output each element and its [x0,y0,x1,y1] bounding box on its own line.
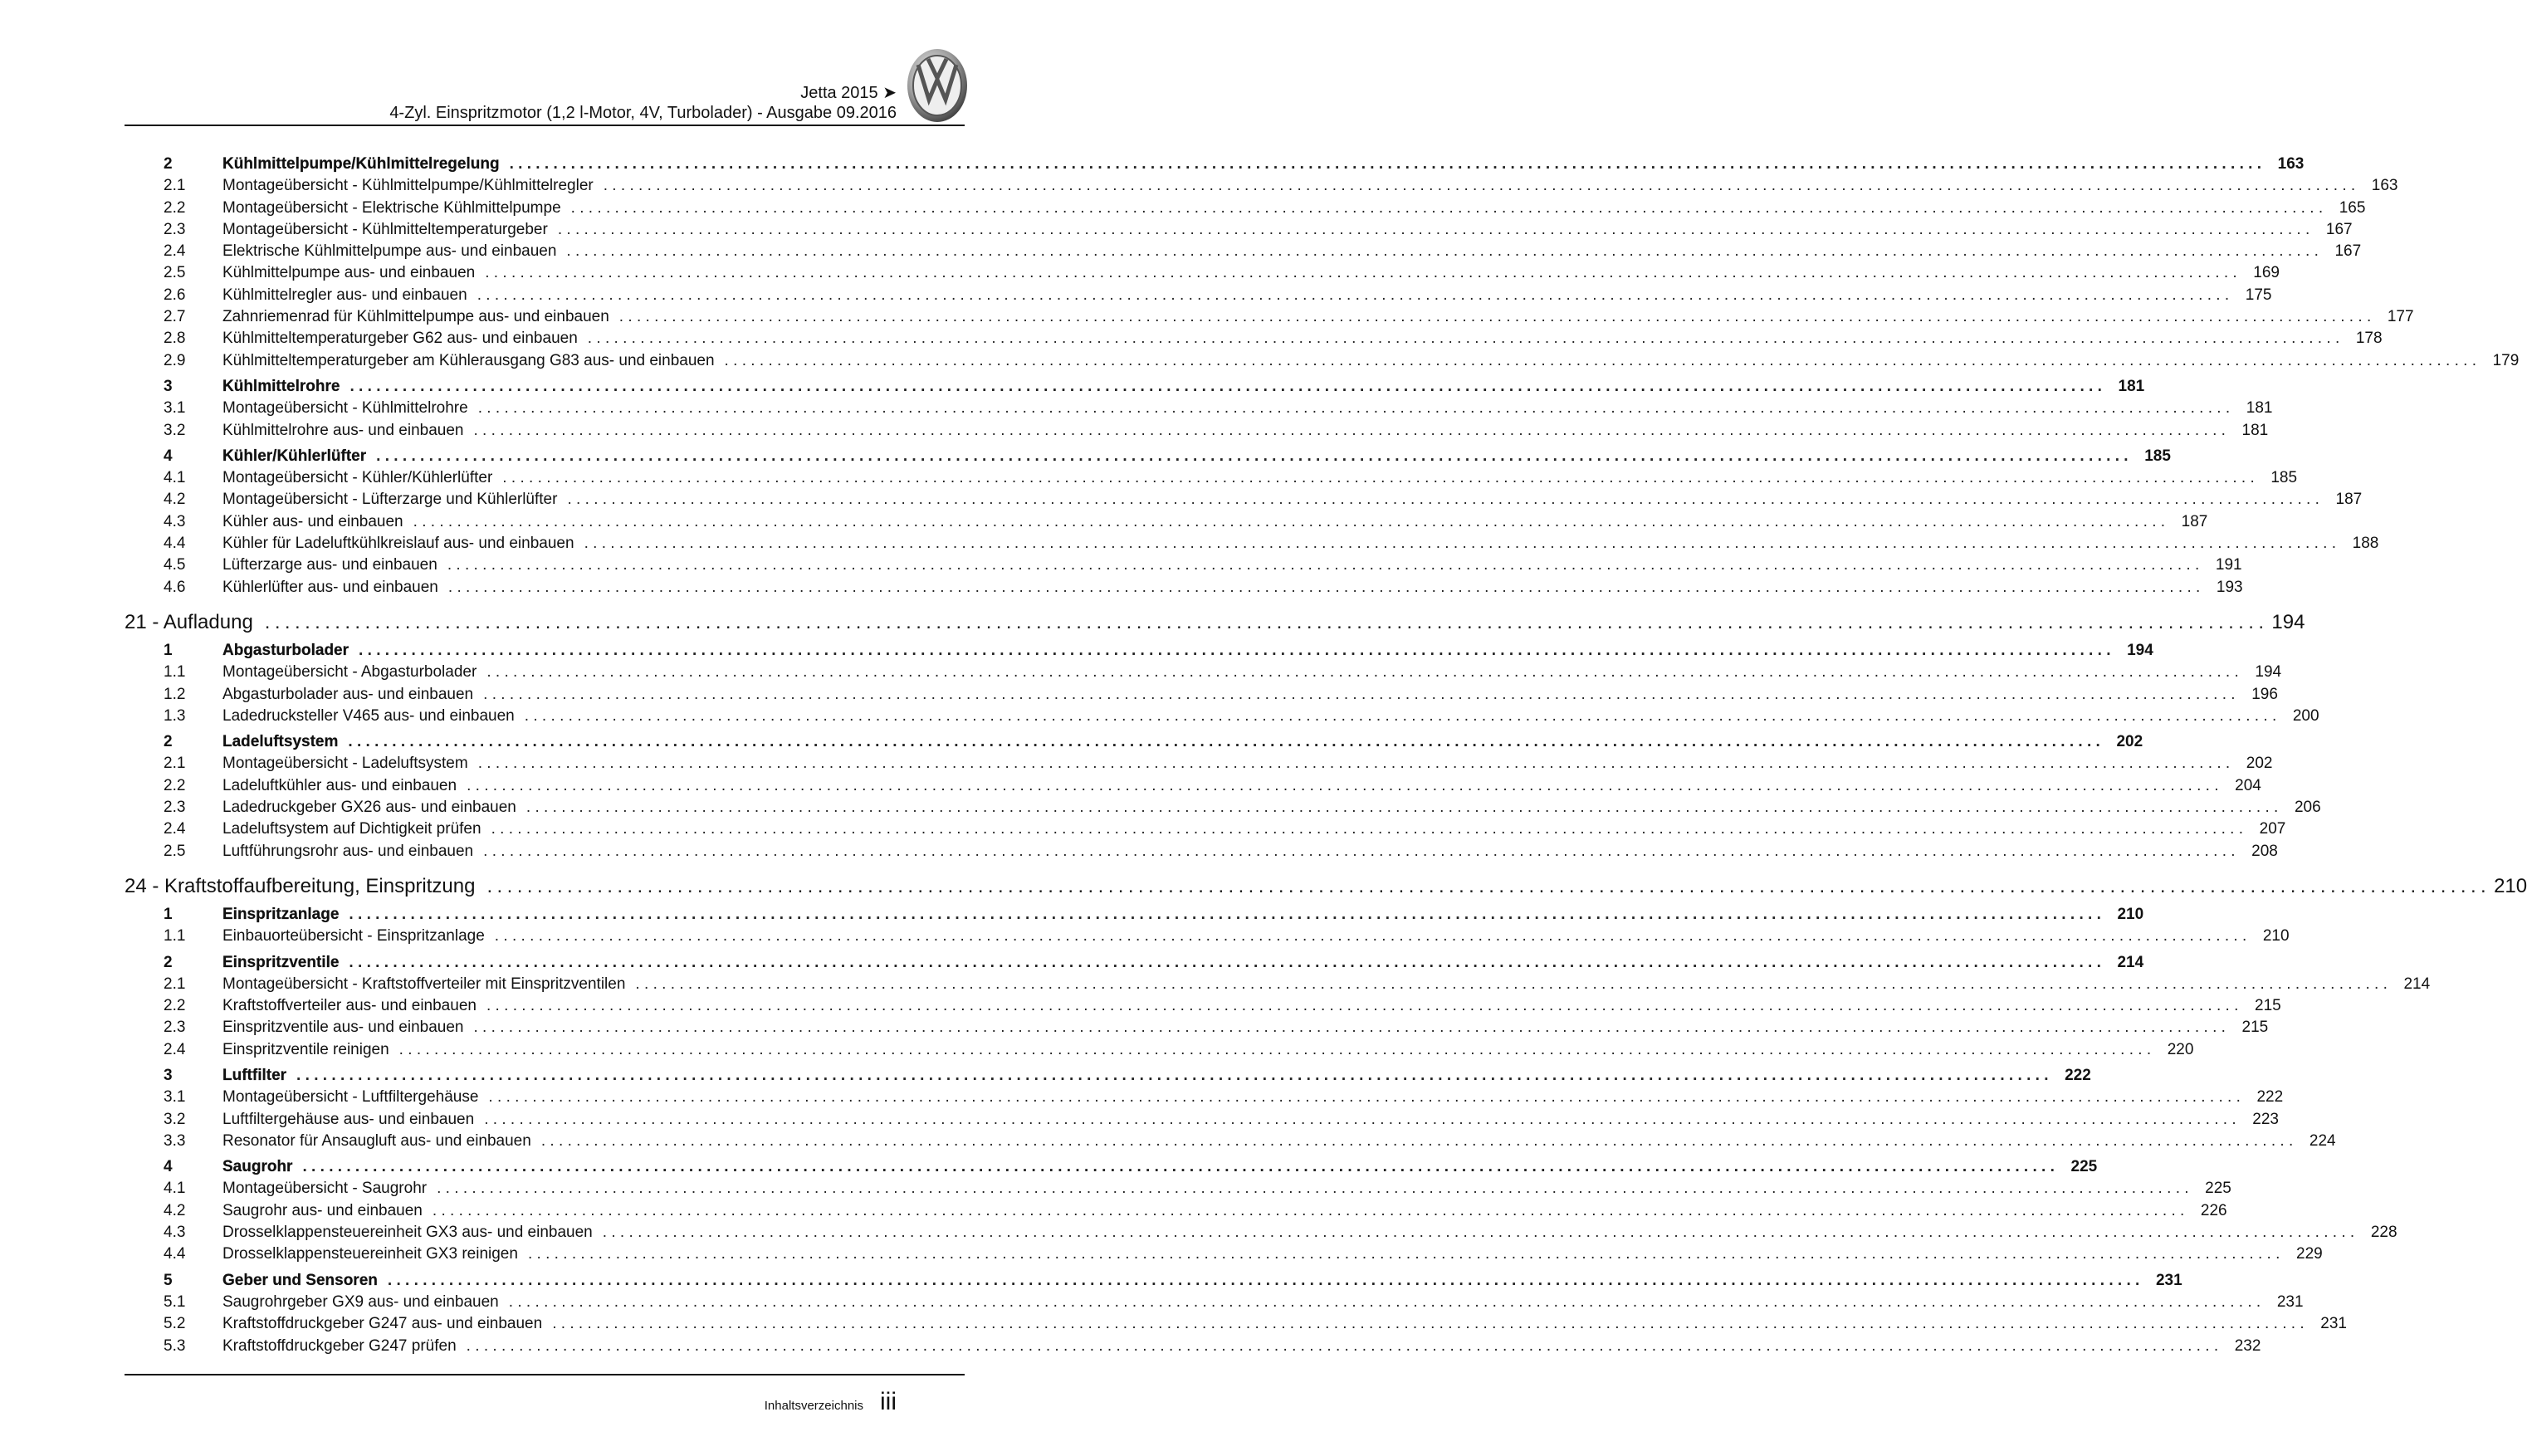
toc-number: 3.2 [164,1110,186,1128]
dot-leader: ........................................................................................................................................................................................................ [359,641,2115,659]
dot-leader: ........................................................................................................................................................................................................ [540,1131,2298,1150]
toc-page: 179 [2492,351,2520,369]
dot-leader: ........................................................................................................................................................................................................ [483,685,2240,703]
toc-title: Montageübersicht - Kühlmittelrohre [222,399,468,418]
toc-page: 231 [2155,1271,2182,1289]
dot-leader: ........................................................................................................................................................................................................ [552,1315,2309,1333]
toc-number: 5.3 [164,1336,186,1355]
toc-item[interactable] [125,1336,2261,1359]
toc-title: Einspritzventile [222,953,340,971]
footer-divider [125,1374,965,1375]
toc-number: 4 [164,1158,173,1176]
toc-item[interactable] [125,755,2273,776]
dot-leader: ........................................................................................................................................................................................................ [349,953,2106,971]
dot-leader: ........................................................................................................................................................................................................ [557,220,2314,238]
dot-leader: ........................................................................................................................................................................................................ [484,1110,2241,1128]
toc-item[interactable] [125,421,2269,443]
toc-item[interactable] [125,242,2362,264]
dot-leader: ........................................................................................................................................................................................................ [473,421,2231,439]
toc-section[interactable] [125,1158,2098,1180]
dot-leader: ........................................................................................................................................................................................................ [477,755,2235,773]
toc-item[interactable] [125,1040,2194,1063]
toc-number: 4.3 [164,1224,186,1242]
toc-title: Drosselklappensteuereinheit GX3 aus- und einbauen [222,1224,593,1242]
toc-number: 3.1 [164,1088,186,1107]
dot-leader: ........................................................................................................................................................................................................ [566,242,2324,261]
toc-number: 2.5 [164,842,186,860]
toc-item[interactable] [125,264,2280,286]
toc-title: Kühlmittelpumpe/Kühlmittelregelung [222,155,500,173]
toc-number: 2.2 [164,997,186,1015]
dot-leader: ........................................................................................................................................................................................................ [508,1292,2266,1311]
dot-leader: ........................................................................................................................................................................................................ [525,799,2283,817]
toc-page: 214 [2117,953,2144,971]
toc-page: 210 [2262,927,2290,945]
toc-number: 2.5 [164,264,186,282]
toc-number: 4.2 [164,1201,186,1219]
toc-title: Montageübersicht - Kühler/Kühlerlüfter [222,469,493,487]
toc-page: 214 [2403,975,2431,993]
toc-title: Kraftstoffverteiler aus- und einbauen [222,997,477,1015]
toc-page: 202 [2116,733,2143,751]
toc-page: 223 [2252,1110,2279,1128]
toc-number: 2.8 [164,330,186,348]
toc-item[interactable] [125,535,2379,556]
toc-number: 2.1 [164,755,186,773]
toc-page: 181 [2118,377,2145,395]
toc-section[interactable] [125,953,2144,975]
toc-title: Zahnriemenrad für Kühlmittelpumpe aus- und einbauen [222,308,609,326]
toc-number: 2.2 [164,198,186,217]
dot-leader: ........................................................................................................................................................................................................ [509,155,2266,173]
toc-number: 4.4 [164,1245,186,1263]
toc-page: 232 [2234,1336,2261,1355]
toc-page: 185 [2144,447,2171,465]
toc-item[interactable] [125,997,2281,1019]
toc-number: 3.3 [164,1131,186,1150]
toc-item[interactable] [125,512,2208,535]
toc-item[interactable] [125,1315,2347,1336]
footer-label: Inhaltsverzeichnis [764,1399,863,1413]
toc-title: Resonator für Ansaugluft aus- und einbauen [222,1131,531,1150]
toc-title: Kühler für Ladeluftkühlkreislauf aus- und einbauen [222,535,574,553]
toc-title: Kraftstoffdruckgeber G247 aus- und einbauen [222,1315,543,1333]
toc-section[interactable] [125,641,2153,663]
toc-number: 2.4 [164,820,186,838]
toc-title: Montageübersicht - Saugrohr [222,1180,428,1198]
dot-leader: ........................................................................................................................................................................................................ [387,1271,2144,1289]
toc-item[interactable] [125,799,2321,820]
toc-item[interactable] [125,1201,2227,1224]
header-model: Jetta 2015 ➤ [800,84,897,102]
toc-page: 231 [2320,1315,2347,1333]
dot-leader: ........................................................................................................................................................................................................ [486,997,2243,1015]
toc-page: 194 [2271,610,2305,633]
toc-page: 167 [2334,242,2362,261]
toc-number: 2.7 [164,308,186,326]
toc-page: 193 [2216,578,2243,596]
toc-number: 4.5 [164,556,186,574]
toc-title: Ladeluftsystem auf Dichtigkeit prüfen [222,820,481,838]
toc-number: 4.2 [164,491,186,509]
toc-title: Kühlmittelrohre [222,377,340,395]
toc-title: Montageübersicht - Ladeluftsystem [222,755,468,773]
toc-chapter[interactable] [125,874,2527,901]
toc-title: 24 - Kraftstoffaufbereitung, Einspritzung [125,874,476,897]
toc-page: 222 [2065,1066,2091,1084]
toc-item[interactable] [125,308,2414,330]
toc-page: 187 [2335,491,2363,509]
dot-leader: ........................................................................................................................................................................................................ [567,491,2324,509]
toc-page: 177 [2387,308,2414,326]
toc-page: 188 [2352,535,2379,553]
toc-item[interactable] [125,1019,2269,1040]
toc-page: 224 [2309,1131,2336,1150]
toc-title: Ladeluftkühler aus- und einbauen [222,776,457,794]
toc-title: Saugrohr [222,1158,293,1176]
toc-item[interactable] [125,1131,2336,1154]
toc-item[interactable] [125,1088,2284,1110]
toc-title: Montageübersicht - Abgasturbolader [222,663,477,682]
toc-item[interactable] [125,469,2298,491]
toc-item[interactable] [125,927,2290,949]
toc-page: 194 [2127,641,2153,659]
dot-leader: ........................................................................................................................................................................................................ [376,447,2133,465]
toc-number: 4.1 [164,469,186,487]
dot-leader: ........................................................................................................................................................................................................ [432,1201,2189,1219]
toc-title: Luftfilter [222,1066,287,1084]
toc-section[interactable] [125,1271,2182,1293]
toc-number: 2 [164,155,173,173]
toc-item[interactable] [125,491,2363,512]
toc-page: 228 [2370,1224,2397,1242]
toc-section[interactable] [125,155,2305,177]
toc-page: 215 [2255,997,2281,1015]
toc-page: 200 [2292,706,2319,725]
dot-leader: ........................................................................................................................................................................................................ [473,1019,2231,1037]
toc-title: Kraftstoffdruckgeber G247 prüfen [222,1336,457,1355]
toc-item[interactable] [125,1180,2231,1201]
dot-leader: ........................................................................................................................................................................................................ [587,330,2344,348]
toc-title: Kühlmitteltemperaturgeber am Kühlerausgang G83 aus- und einbauen [222,351,715,369]
toc-page: 167 [2325,220,2353,238]
toc-page: 181 [2241,421,2269,439]
footer [765,1388,897,1416]
toc-page: 175 [2245,286,2272,304]
toc-title: Elektrische Kühlmittelpumpe aus- und einbauen [222,242,557,261]
toc-page: 185 [2270,469,2298,487]
toc-page: 220 [2167,1040,2194,1058]
toc-page: 206 [2294,799,2321,817]
toc-number: 1.1 [164,663,186,682]
table-of-contents [125,151,2527,1359]
dot-leader: ........................................................................................................................................................................................................ [437,1180,2193,1198]
toc-page: 207 [2259,820,2286,838]
toc-number: 1.1 [164,927,186,945]
toc-number: 2.4 [164,1040,186,1058]
toc-section[interactable] [125,1066,2091,1088]
toc-page: 178 [2355,330,2383,348]
toc-title: Abgasturbolader aus- und einbauen [222,685,474,703]
toc-section[interactable] [125,377,2145,399]
dot-leader: ........................................................................................................................................................................................................ [502,469,2260,487]
toc-title: Drosselklappensteuereinheit GX3 reinigen [222,1245,518,1263]
toc-item[interactable] [125,556,2242,578]
toc-title: Kühler aus- und einbauen [222,512,403,530]
dot-leader: ........................................................................................................................................................................................................ [483,842,2240,860]
toc-number: 3 [164,377,173,395]
toc-title: Luftfiltergehäuse aus- und einbauen [222,1110,475,1128]
toc-title: Saugrohr aus- und einbauen [222,1201,423,1219]
toc-title: Kühlmittelrohre aus- und einbauen [222,421,464,439]
dot-leader: ........................................................................................................................................................................................................ [467,776,2223,794]
toc-number: 1.3 [164,706,186,725]
toc-number: 4.3 [164,512,186,530]
toc-item[interactable] [125,820,2286,842]
toc-item[interactable] [125,975,2431,997]
dot-leader: ........................................................................................................................................................................................................ [602,1224,2359,1242]
dot-leader: ........................................................................................................................................................................................................ [618,308,2376,326]
toc-item[interactable] [125,330,2383,351]
toc-number: 1 [164,905,173,923]
toc-number: 4 [164,447,173,465]
toc-item[interactable] [125,198,2366,221]
toc-page: 210 [2494,874,2527,897]
toc-item[interactable] [125,706,2319,729]
toc-number: 5.1 [164,1292,186,1311]
toc-title: Montageübersicht - Kraftstoffverteiler mit Einspritzventilen [222,975,626,993]
toc-number: 2.1 [164,975,186,993]
dot-leader: ........................................................................................................................................................................................................ [486,663,2244,682]
toc-section[interactable] [125,905,2144,927]
toc-number: 2.2 [164,776,186,794]
toc-title: Saugrohrgeber GX9 aus- und einbauen [222,1292,499,1311]
dot-leader: ........................................................................................................................................................................................................ [413,512,2170,530]
page-number: iii [880,1388,897,1415]
toc-title: 21 - Aufladung [125,610,253,633]
toc-item[interactable] [125,685,2278,707]
dot-leader: ........................................................................................................................................................................................................ [488,1088,2246,1107]
toc-page: 163 [2371,177,2398,195]
toc-number: 2.3 [164,220,186,238]
dot-leader: ........................................................................................................................................................................................................ [486,874,2491,897]
toc-title: Einbauorteübersicht - Einspritzanlage [222,927,485,945]
header-subtitle: 4-Zyl. Einspritzmotor (1,2 l-Motor, 4V, Turbolader) - Ausgabe 09.2016 [389,104,897,122]
dot-leader: ........................................................................................................................................................................................................ [584,535,2341,553]
toc-page: 210 [2117,905,2144,923]
toc-number: 2.4 [164,242,186,261]
toc-title: Einspritzanlage [222,905,340,923]
toc-section[interactable] [125,447,2171,469]
toc-section[interactable] [125,733,2143,755]
toc-item[interactable] [125,1224,2397,1245]
dot-leader: ........................................................................................................................................................................................................ [296,1066,2053,1084]
toc-page: 204 [2235,776,2261,794]
toc-number: 1 [164,641,173,659]
toc-number: 4.4 [164,535,186,553]
toc-title: Montageübersicht - Elektrische Kühlmittelpumpe [222,198,561,217]
vw-logo-icon [907,48,968,123]
toc-item[interactable] [125,177,2398,198]
toc-number: 4.6 [164,578,186,596]
dot-leader: ........................................................................................................................................................................................................ [264,610,2269,633]
toc-number: 2.3 [164,1019,186,1037]
toc-number: 1.2 [164,685,186,703]
toc-page: 222 [2256,1088,2284,1107]
dot-leader: ........................................................................................................................................................................................................ [524,706,2281,725]
toc-item[interactable] [125,1110,2279,1132]
dot-leader: ........................................................................................................................................................................................................ [447,556,2204,574]
toc-title: Lüfterzarge aus- und einbauen [222,556,437,574]
dot-leader: ........................................................................................................................................................................................................ [477,399,2235,418]
toc-number: 2.1 [164,177,186,195]
toc-number: 2 [164,733,173,751]
dot-leader: ........................................................................................................................................................................................................ [349,905,2106,923]
dot-leader: ........................................................................................................................................................................................................ [635,975,2393,993]
dot-leader: ........................................................................................................................................................................................................ [348,733,2105,751]
toc-number: 4.1 [164,1180,186,1198]
toc-title: Montageübersicht - Kühlmitteltemperaturgeber [222,220,548,238]
toc-page: 225 [2205,1180,2231,1198]
toc-page: 225 [2070,1158,2098,1176]
dot-leader: ........................................................................................................................................................................................................ [398,1040,2156,1058]
toc-title: Ladeluftsystem [222,733,339,751]
toc-page: 181 [2246,399,2273,418]
toc-page: 202 [2246,755,2273,773]
toc-page: 226 [2200,1201,2227,1219]
toc-item[interactable] [125,663,2282,685]
toc-item[interactable] [125,776,2261,799]
toc-title: Geber und Sensoren [222,1271,378,1289]
toc-page: 163 [2277,155,2305,173]
toc-title: Kühlerlüfter aus- und einbauen [222,578,438,596]
toc-page: 196 [2251,685,2278,703]
toc-item[interactable] [125,351,2520,374]
dot-leader: ........................................................................................................................................................................................................ [527,1245,2285,1263]
toc-number: 3.1 [164,399,186,418]
header-divider [125,125,965,126]
toc-title: Einspritzventile aus- und einbauen [222,1019,464,1037]
dot-leader: ........................................................................................................................................................................................................ [466,1336,2223,1355]
dot-leader: ........................................................................................................................................................................................................ [491,820,2248,838]
toc-item[interactable] [125,286,2272,308]
toc-title: Montageübersicht - Luftfiltergehäuse [222,1088,479,1107]
toc-title: Montageübersicht - Lüfterzarge und Kühlerlüfter [222,491,558,509]
toc-page: 165 [2339,198,2366,217]
dot-leader: ........................................................................................................................................................................................................ [494,927,2251,945]
toc-page: 191 [2215,556,2242,574]
toc-title: Kühlmittelpumpe aus- und einbauen [222,264,476,282]
toc-title: Montageübersicht - Kühlmittelpumpe/Kühlmittelregler [222,177,594,195]
toc-number: 5 [164,1271,173,1289]
toc-title: Luftführungsrohr aus- und einbauen [222,842,474,860]
toc-page: 208 [2251,842,2278,860]
dot-leader: ........................................................................................................................................................................................................ [447,578,2205,596]
toc-item[interactable] [125,578,2243,600]
dot-leader: ........................................................................................................................................................................................................ [570,198,2328,217]
dot-leader: ........................................................................................................................................................................................................ [302,1158,2060,1176]
toc-number: 5.2 [164,1315,186,1333]
toc-number: 3 [164,1066,173,1084]
dot-leader: ........................................................................................................................................................................................................ [603,177,2360,195]
toc-item[interactable] [125,1245,2323,1267]
toc-title: Ladedrucksteller V465 aus- und einbauen [222,706,515,725]
toc-page: 169 [2253,264,2280,282]
dot-leader: ........................................................................................................................................................................................................ [724,351,2481,369]
toc-number: 2.6 [164,286,186,304]
toc-page: 231 [2276,1292,2304,1311]
toc-page: 229 [2296,1245,2323,1263]
toc-item[interactable] [125,1292,2304,1315]
toc-title: Kühlmittelregler aus- und einbauen [222,286,467,304]
toc-title: Abgasturbolader [222,641,349,659]
toc-page: 215 [2241,1019,2269,1037]
toc-title: Ladedruckgeber GX26 aus- und einbauen [222,799,516,817]
toc-title: Einspritzventile reinigen [222,1040,389,1058]
toc-chapter[interactable] [125,610,2305,638]
toc-number: 2.9 [164,351,186,369]
toc-page: 194 [2255,663,2282,682]
toc-number: 3.2 [164,421,186,439]
dot-leader: ........................................................................................................................................................................................................ [477,286,2234,304]
toc-title: Kühler/Kühlerlüfter [222,447,367,465]
toc-item[interactable] [125,842,2278,864]
toc-item[interactable] [125,220,2353,242]
toc-page: 187 [2181,512,2208,530]
dot-leader: ........................................................................................................................................................................................................ [485,264,2241,282]
dot-leader: ........................................................................................................................................................................................................ [349,377,2107,395]
toc-number: 2 [164,953,173,971]
toc-title: Kühlmitteltemperaturgeber G62 aus- und einbauen [222,330,578,348]
toc-number: 2.3 [164,799,186,817]
toc-item[interactable] [125,399,2273,421]
